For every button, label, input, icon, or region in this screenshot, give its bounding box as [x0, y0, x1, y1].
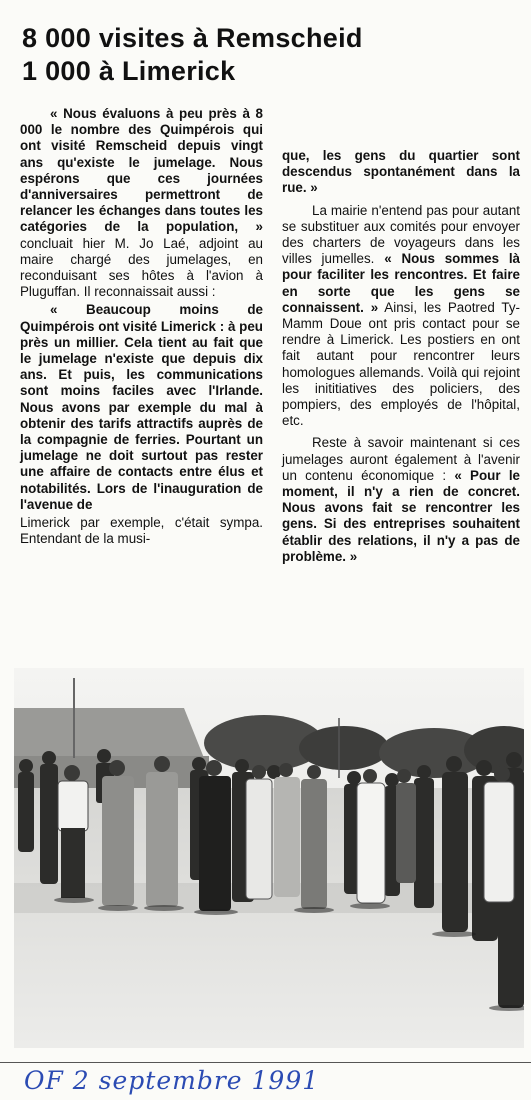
quote-bold: « Pour le moment, il n'y a rien de concret. Nous avons fait se rencontrer les gens. Si des entreprises souhaitent établir des relations, il n'y a pas de problème. »	[282, 467, 521, 564]
paragraph-4	[282, 203, 520, 430]
paragraph-5	[282, 435, 520, 565]
quote-bold: « Nous évaluons à peu près à 8 000 le nombre des Quimpérois qui ont visité Remscheid depuis vingt ans qu'existe le jumelage. Nous espérons que ces journées d'anniversaires permettront de relancer les échanges dans toutes les catégories de la population, »	[20, 106, 263, 235]
article-headline	[22, 22, 502, 88]
quote-bold: que, les gens du quartier sont descendus spontanément dans la rue. »	[282, 148, 520, 196]
article-column-left	[20, 106, 263, 547]
paragraph-3	[282, 148, 520, 197]
body-text: La mairie n'entend pas pour autant se substituer aux comités pour envoyer des charters de voyageurs dans les villes jumelles.	[282, 202, 520, 267]
body-text: Ainsi, les Paotred Ty-Mamm Doue ont pris contact pour se rendre à Limerick. Les postiers en ont fait autant pour rencontrer leurs homologues allemands. Voilà qui rejoint les inititiatives des policiers, des pompiers, des employés de l'hôpital, etc.	[282, 299, 520, 429]
quote-bold: « Nous sommes là pour faciliter les rencontres. Et faire en sorte que les gens se connaissent. »	[282, 251, 521, 315]
quote-bold: « Beaucoup moins de Quimpérois ont visité Limerick : à peu près un millier. Cela tient au fait que le jumelage n'existe que depuis dix ans. Et puis, les communications sont moins faciles avec l'Irlande. Nous avons par exemple du mal à obtenir des tarifs attractifs auprès de la compagnie de ferries. Pourtant un jumelage ne doit surtout pas rester une affaire de contacts entre élus et notabilités. Lors de l'inauguration de l'avenue de	[20, 302, 263, 512]
group-photo	[14, 668, 524, 1048]
article-column-right	[282, 148, 520, 565]
body-text: Limerick par exemple, c'était sympa. Entendant de la musi-	[20, 515, 263, 547]
headline-line-2: 1 000 à Limerick	[22, 56, 236, 86]
body-text: Reste à savoir maintenant si ces jumelages auront également à l'avenir un contenu économique :	[282, 435, 520, 483]
group-photo-image	[14, 668, 524, 1048]
paragraph-2	[20, 302, 263, 513]
paragraph-2-continued	[20, 515, 263, 547]
headline-line-1: 8 000 visites à Remscheid	[22, 23, 363, 53]
handwritten-date-note: OF 2 septembre 1991	[24, 1066, 320, 1095]
bottom-rule	[0, 1062, 531, 1063]
paragraph-1	[20, 106, 263, 300]
body-text: concluait hier M. Jo Laé, adjoint au maire chargé des jumelages, en reconduisant ses hôtes à l'avion à Pluguffan. Il reconnaissait aussi :	[20, 235, 263, 300]
